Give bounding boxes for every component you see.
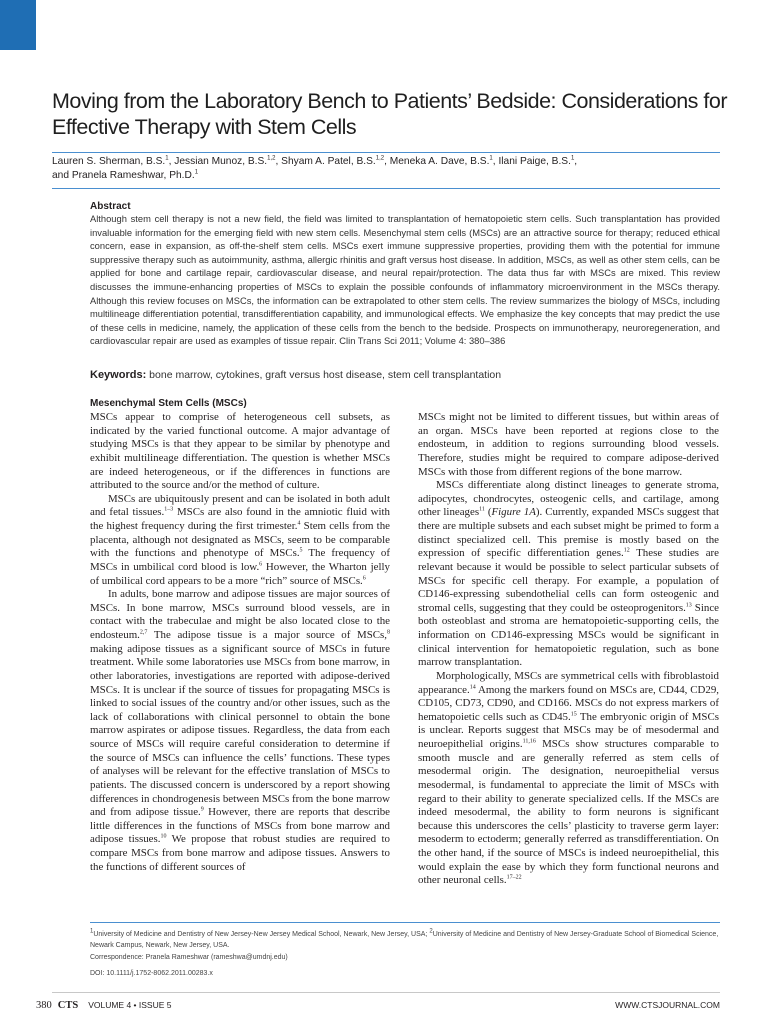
citation: 11,16 bbox=[522, 738, 536, 745]
keywords-text: bone marrow, cytokines, graft versus host disease, stem cell transplantation bbox=[149, 369, 502, 381]
author-affiliation: 1 bbox=[165, 155, 169, 162]
footer-journal-info bbox=[36, 999, 171, 1012]
author-divider bbox=[52, 188, 720, 189]
title-divider bbox=[52, 152, 720, 153]
citation: 5 bbox=[299, 547, 303, 554]
citation: 4 bbox=[297, 520, 301, 527]
author-name: Shyam A. Patel, B.S. bbox=[281, 156, 376, 167]
citation: 6 bbox=[259, 561, 263, 568]
author-name: Jessian Munoz, B.S. bbox=[174, 156, 268, 167]
citation: 14 bbox=[469, 683, 476, 690]
author-affiliation: 1,2 bbox=[375, 155, 385, 162]
citation: 11 bbox=[479, 506, 485, 513]
author-name: Lauren S. Sherman, B.S. bbox=[52, 156, 166, 167]
author-name: Meneka A. Dave, B.S. bbox=[389, 156, 490, 167]
journal-abbrev: CTS bbox=[57, 1000, 79, 1011]
issue-info: VOLUME 4 • ISSUE 5 bbox=[88, 1000, 172, 1010]
journal-url[interactable]: WWW.CTSJOURNAL.COM bbox=[615, 1000, 720, 1010]
body-paragraph: MSCs might not be limited to different tissues, but within areas of an organ. MSCs have been reported at regions close to the endosteum, in addition to regions surrounding blood vessels. Therefore, studies might be required to compare adipose-derived MSCs with those from different regions of the bone marrow. bbox=[418, 411, 719, 478]
body-paragraph: MSCs are ubiquitously present and can be isolated in both adult and fetal tissues.$^{1-3}$ MSCs are also found in the amniotic fluid with the highest frequency during the first trimester.$^4$ Stem cells from the placenta, although not designated as MSCs, seem to be comparable with the functions and phenotype of MSCs.$^5$ The frequency of MSCs in umbilical cord blood is low.$^6$ However, the Wharton jelly of umbilical cord appears to be a more “rich” source of MSCs.$^6$ bbox=[90, 492, 390, 587]
citation: 15 bbox=[570, 711, 577, 718]
abstract-heading: Abstract bbox=[90, 201, 131, 212]
author-name: Pranela Rameshwar, Ph.D. bbox=[71, 170, 195, 181]
citation: 6 bbox=[362, 574, 366, 581]
citation: 10 bbox=[160, 833, 167, 840]
author-name: Ilani Paige, B.S. bbox=[498, 156, 571, 167]
author-affiliation: 1 bbox=[489, 155, 493, 162]
citation: 9 bbox=[200, 806, 204, 813]
author-affiliation: 1,2 bbox=[267, 155, 276, 162]
figure-reference: Figure 1A bbox=[491, 506, 536, 519]
body-paragraph: In adults, bone marrow and adipose tissues are major sources of MSCs. In bone marrow, MSCs surround blood vessels, are in contact with the trabeculae and might be also located close to the endosteum.$^{2,7}$ The adipose tissue is a major source of MSCs,$^8$ making adipose tissues as a significant source of MSCs in future treatment. While some laboratories use MSCs from bone marrow, in other laboratories, investigations are reported with adipose-derived MSCs. It is unclear if the source of tissues for propagating MSCs is linked to social issues of the country and/or other issues, such as the lack of collaborations with clinical personnel to obtain the bone marrow aspirates or adipose tissues. Regardless, the data from each source of MSCs will require careful consideration to determine if the source of MSCs can influence the cells’ functions. These types of analyses will be relevant for the effective translation of MSCs to patients. The discussed concern is underscored by a report showing differences in chondrogenesis between MSCs from the bone marrow and from adipose tissue.$^9$ However, there are reports that describe little differences in the functions of MSCs from bone marrow and adipose tissues.$^{10}$ We propose that robust studies are required to compare MSCs from bone marrow and adipose tissues. Answers to the functions of different sources of bbox=[90, 588, 391, 873]
body-paragraph: MSCs differentiate along distinct lineages to generate stroma, adipocytes, chondrocytes, osteogenic cells, and cartilage, among other lineages$^{11}$ (Figure 1A). Currently, expanded MSCs suggest that there are multiple subsets and each subset might be primed to form a distinct specialized cell. This premise is mostly based on the expression of specific differentiation genes.$^{12}$ These studies are relevant because it would be possible to select particular subsets of MSCs for specific cell therapy. For example, a population of CD146-expressing subendothelial cells can form osteogenic and stromal cells, suggesting that they could be osteoprogenitors.$^{13}$ Since both osteoblast and stroma are hematopoietic-supporting cells, the information on CD146-expressing MSCs would be significant in clinical intervention for hematopoietic regulation, such as bone marrow transplantation. bbox=[418, 479, 719, 669]
journal-color-tab bbox=[0, 0, 36, 50]
author-affiliation: 1 bbox=[570, 155, 575, 162]
correspondence-footnote: Correspondence: Pranela Rameshwar (rameshwa@umdnj.edu) bbox=[90, 954, 288, 961]
footer-divider bbox=[52, 992, 720, 993]
footnote-divider bbox=[90, 922, 720, 923]
page-number: 380 bbox=[36, 1000, 52, 1011]
keywords-label: Keywords: bbox=[90, 369, 147, 381]
citation: 17–22 bbox=[506, 874, 522, 881]
citation: 13 bbox=[685, 602, 692, 609]
article-title: Moving from the Laboratory Bench to Patients’ Bedside: Considerations for Effective Therapy with Stem Cells bbox=[52, 89, 727, 139]
author-affiliation: 1 bbox=[194, 169, 199, 176]
affiliations-footnote: $^1$University of Medicine and Dentistry of New Jersey-New Jersey Medical School, Newark, New Jersey, USA; $^2$University of Medicine and Dentistry of New Jersey-Graduate School of Biomedical Science, Newark Campus, Newark, New Jersey, USA. bbox=[90, 928, 719, 949]
keywords bbox=[90, 368, 720, 382]
abstract-text: Although stem cell therapy is not a new field, the field was limited to transplantation of hematopoietic stem cells. Such transplantation has provided invaluable information for the emerging field with new stem cells. Mesenchymal stem cells (MSCs) are an attractive source for therapy; reduced ethical concern, ease in expansion, as off-the-shelf stem cells. MSCs exert immune suppressive properties, providing them with the potential for immune suppressive therapy such as autoimmunity, asthma, allergic rhinitis and graft versus host disease. In addition, MSCs, as well as other stem cells, can be applied for bone and cartilage repair, cardiovascular disease, and neural repair/protection. The data thus far with MSCs are mixed. This review discusses the immune-enhancing properties of MSCs to explain the possible confounds of inflammatory microenvironment in the MSCs therapy. Although this review focuses on MSCs, the information can be extrapolated to other stem cells. The review summarizes the biology of MSCs, including multilineage differentiation potential, transdifferentiation capability, and immunological effects. We emphasize the key concepts that may predict the use of these cells in medicine, namely, the application of these cells from the bench to the bedside. Prospects on immunotherapy, neuroregeneration, and cardiovascular repair are used as examples of tissue repair. Clin Trans Sci 2011; Volume 4: 380–386 bbox=[90, 214, 720, 347]
body-paragraph: Morphologically, MSCs are symmetrical cells with fibroblastoid appearance.$^{14}$ Among the markers found on MSCs are, CD44, CD29, CD105, CD73, CD90, and CD166. MSCs do not express markers of hematopoietic cells such as CD45.15 The embryonic origin of MSCs is unclear. Reports suggest that MSCs may be of mesodermal and neuroepithelial origins.$^{11,16}$ MSCs show structures comparable to smooth muscle and are generally referred as stem cells of mesodermal origin. The designation, neuroepithelial versus mesodermal, is fundamental to appreciate the limit of MSCs with regard to their ability to generate specialized cells. If the MSCs are indeed mesodermal, the ability to form neurons is significant because this underscores the cells’ plasticity to traverse germ layer: mesoderm to ectoderm; generally referred as transdifferentiation. On the other hand, if the source of MSCs is indeed neuroepithelial, this would explain the ease by which they form functional neurons and other neuronal cells.$^{17-22}$ bbox=[418, 669, 719, 887]
body-column-right bbox=[418, 411, 719, 888]
doi-footnote: DOI: 10.1111/j.1752-8062.2011.00283.x bbox=[90, 970, 213, 977]
body-paragraph: MSCs appear to comprise of heterogeneous cell subsets, as indicated by the varied functional outcome. A major advantage of studying MSCs is that they appear to be similar by phenotype and exhibit multilineage differentiation. The question is whether MSCs are indeed heterogeneous, or if the differences in functions are attributed to the source and/or the method of culture. bbox=[90, 411, 390, 492]
body-column-left bbox=[90, 411, 390, 874]
section-heading: Mesenchymal Stem Cells (MSCs) bbox=[90, 398, 247, 409]
citation: 8 bbox=[387, 629, 390, 636]
author-list: Lauren S. Sherman, B.S.$^1$, Jessian Munoz, B.S.$^{1,2}$, Shyam A. Patel, B.S.$^{1,2}$, Meneka A. Dave, B.S.$^1$, Ilani Paige, B.S.$^1$, and Pranela Rameshwar, Ph.D.$^1$ bbox=[52, 155, 578, 181]
citation: 12 bbox=[623, 547, 630, 554]
citation: 2,7 bbox=[139, 629, 148, 636]
citation: 1–3 bbox=[164, 506, 174, 513]
